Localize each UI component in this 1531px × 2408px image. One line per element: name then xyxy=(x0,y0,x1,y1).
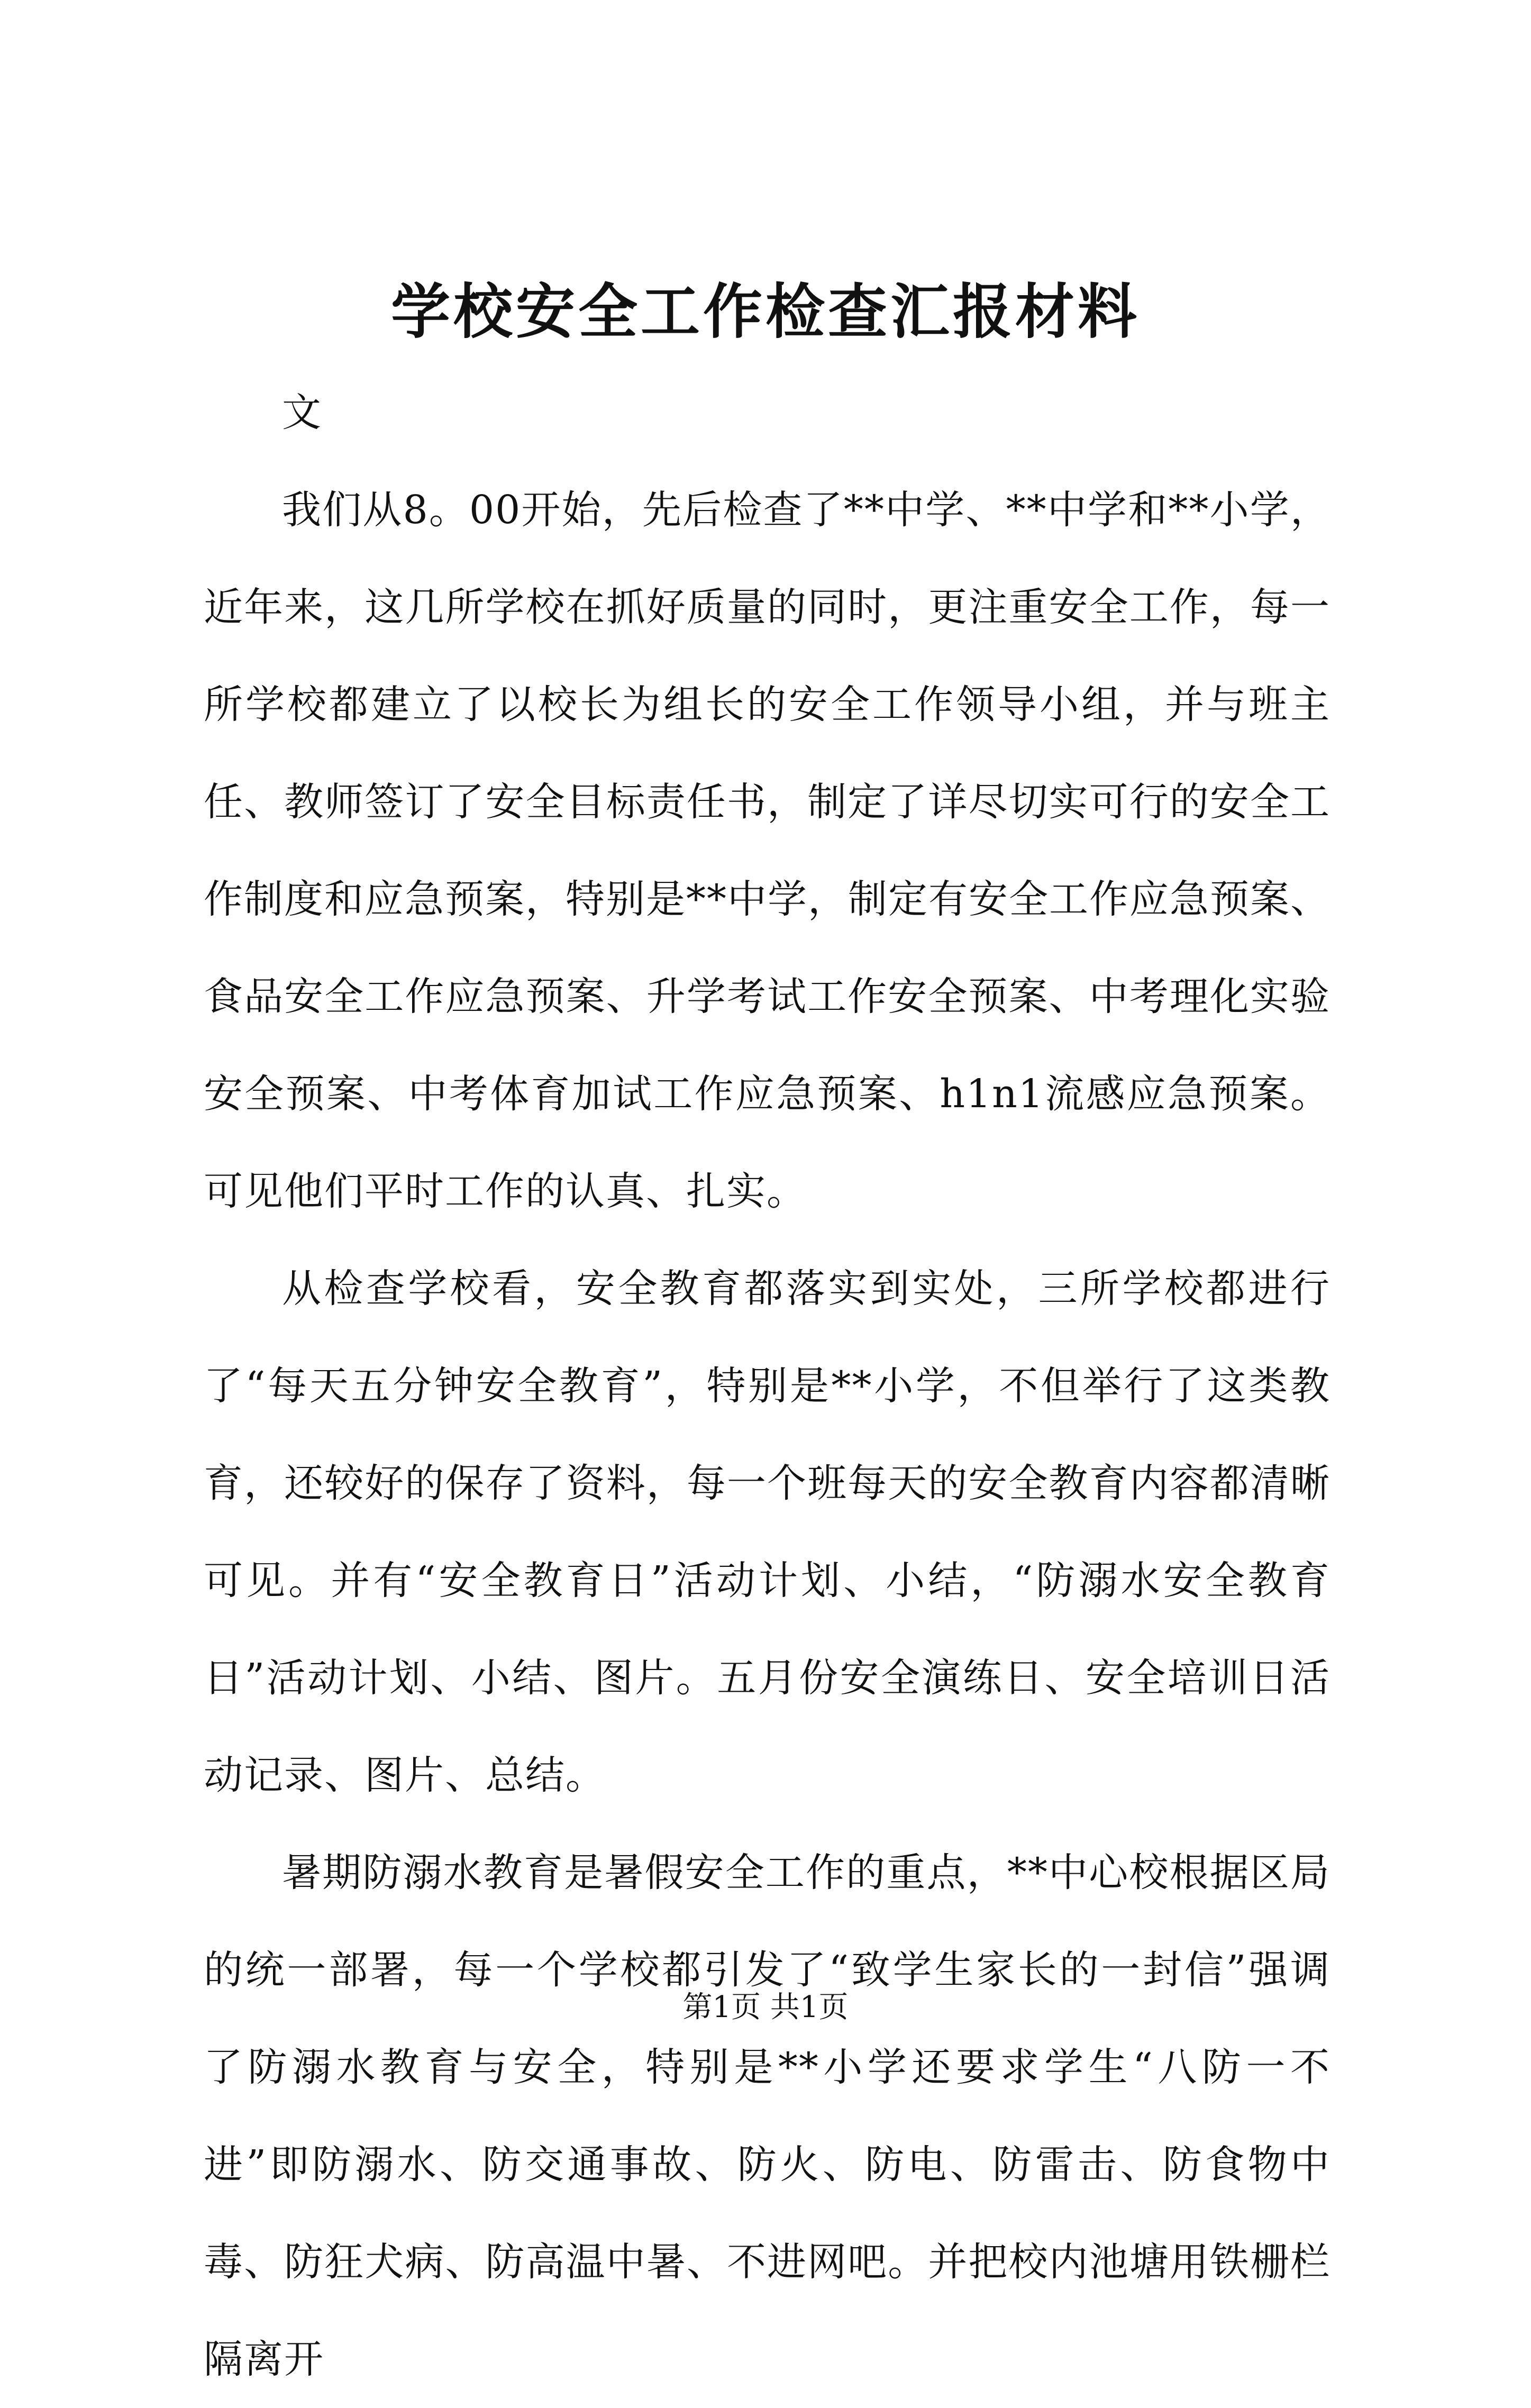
paragraph-1: 我们从8。00开始，先后检查了**中学、**中学和**小学，近年来，这几所学校在抓好质量的同时，更注重安全工作，每一所学校都建立了以校长为组长的安全工作领导小组，并与班主任、教师签订了安全目标责任书，制定了详尽切实可行的安全工作制度和应急预案，特别是**中学，制定有安全工作应急预案、食品安全工作应急预案、升学考试工作安全预案、中考理化实验安全预案、中考体育加试工作应急预案、h1n1流感应急预案。可见他们平时工作的认真、扎实。 xyxy=(204,487,1330,1214)
document-title: 学校安全工作检查汇报材料 xyxy=(391,277,1140,346)
paragraph-2: 从检查学校看，安全教育都落实到实处，三所学校都进行了“每天五分钟安全教育”，特别是**小学，不但举行了这类教育，还较好的保存了资料，每一个班每天的安全教育内容都清晰可见。并有“安全教育日”活动计划、小结，“防溺水安全教育日”活动计划、小结、图片。五月份安全演练日、安全培训日活动记录、图片、总结。 xyxy=(204,1266,1330,1798)
paragraph-3: 暑期防溺水教育是暑假安全工作的重点，**中心校根据区局的统一部署，每一个学校都引发了“致学生家长的一封信”强调了防溺水教育与安全，特别是**小学还要求学生“八防一不进”即防溺水、防交通事故、防火、防电、防雷击、防食物中毒、防狂犬病、防高温中暑、不进网吧。并把校内池塘用铁栅栏隔离开 xyxy=(204,1850,1330,2382)
author-line: 文 xyxy=(282,390,322,435)
page-footer: 第1页 共1页 xyxy=(682,1990,849,2024)
document-body xyxy=(204,364,1330,2408)
